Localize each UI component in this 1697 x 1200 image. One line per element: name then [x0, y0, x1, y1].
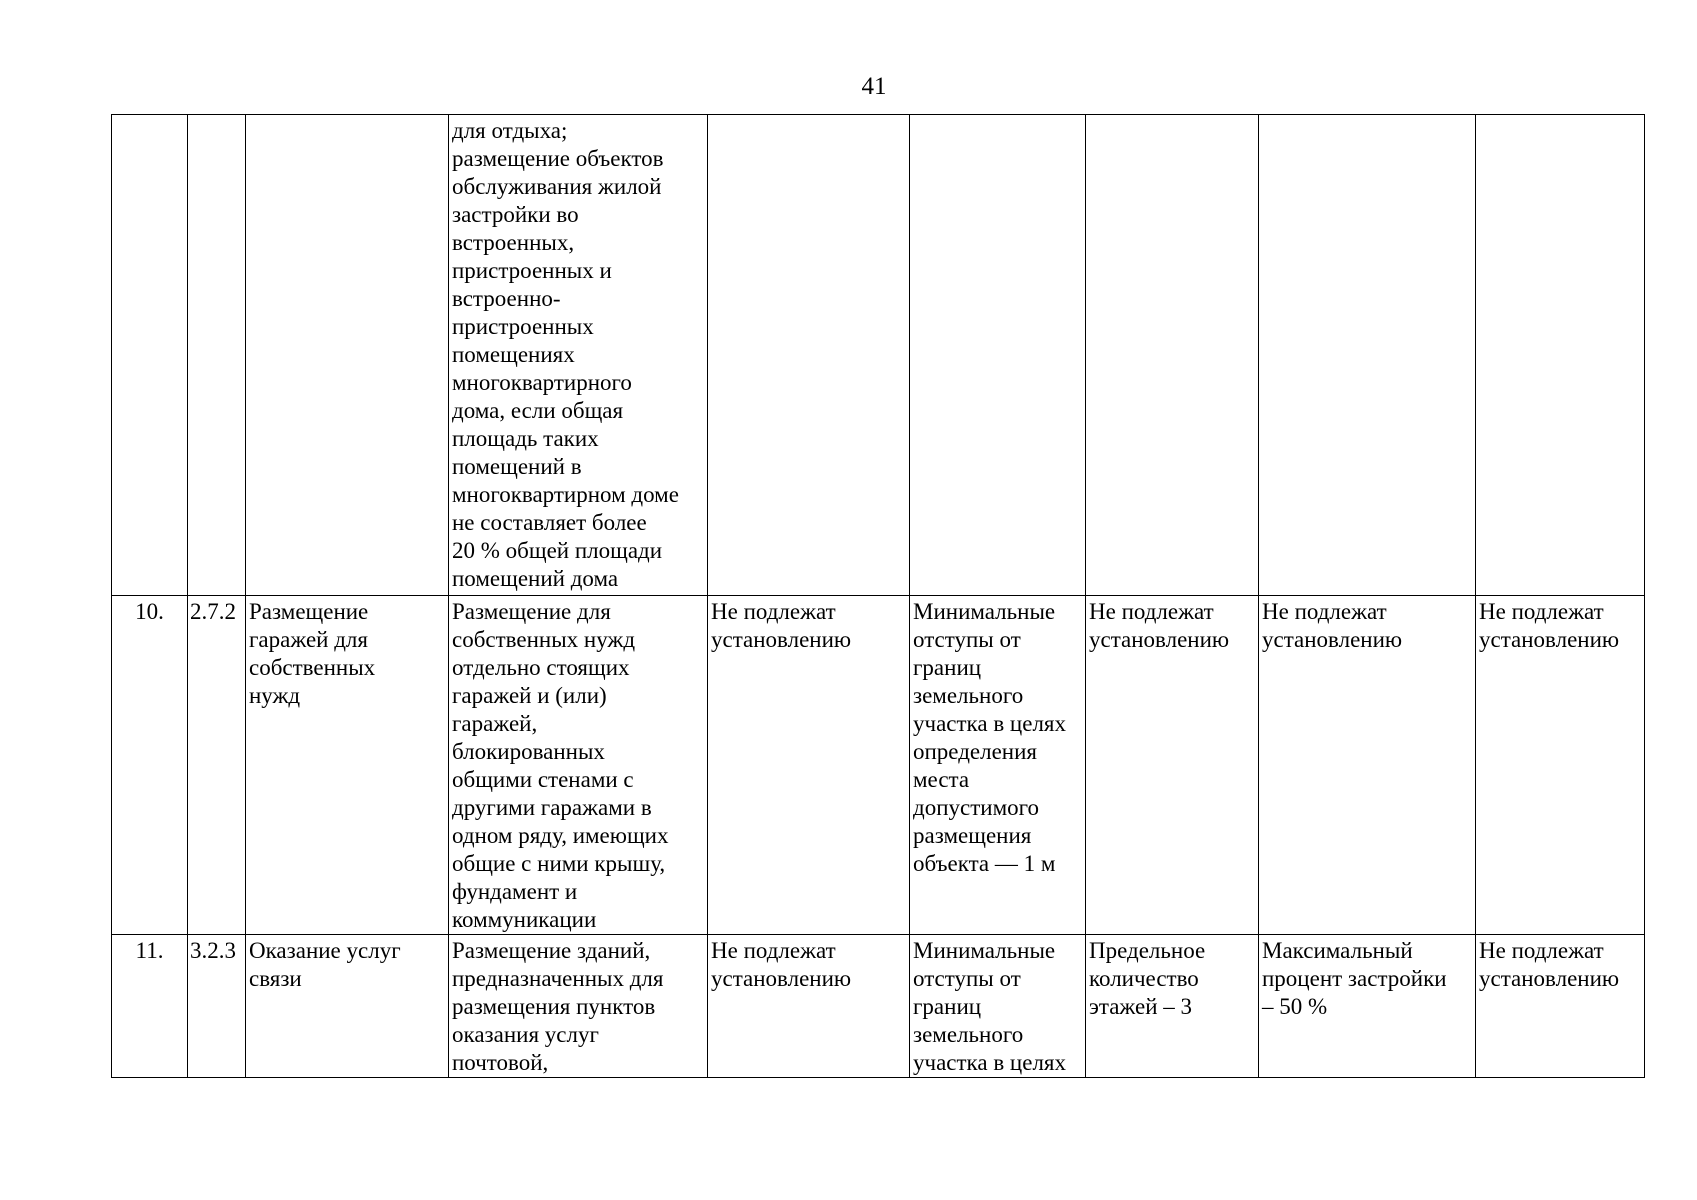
col7-cell [1086, 596, 1259, 935]
description-line: размещения пунктов [452, 994, 656, 1019]
col5-line: установлению [711, 966, 852, 991]
col6-line: участка в целях [913, 711, 1067, 736]
col6-cell [910, 935, 1086, 1078]
description-line: площадь таких [452, 426, 599, 451]
col8-cell [1259, 596, 1476, 935]
description-line: не составляет более [452, 510, 647, 535]
row-number-cell: 10. [112, 596, 188, 935]
col6-line: объекта — 1 м [913, 851, 1056, 876]
code-cell [188, 115, 246, 596]
col9-line: установлению [1479, 966, 1620, 991]
col5-line: Не подлежат [711, 938, 836, 963]
col6-line: отступы от [913, 966, 1021, 991]
name-line: Оказание услуг [249, 938, 401, 963]
col9-cell [1476, 935, 1645, 1078]
table-row-continuation [112, 115, 1645, 596]
col7-cell [1086, 115, 1259, 596]
description-line: помещений дома [452, 566, 619, 591]
description-line: общие с ними крышу, [452, 851, 666, 876]
land-use-regulations-table [111, 114, 1645, 1078]
description-line: встроенных, [452, 230, 575, 255]
col5-line: установлению [711, 627, 852, 652]
col9-line: Не подлежат [1479, 599, 1604, 624]
row-number-cell [112, 115, 188, 596]
col9-cell [1476, 596, 1645, 935]
col8-line: установлению [1262, 627, 1403, 652]
col6-line: определения [913, 739, 1038, 764]
description-line: многоквартирном доме [452, 482, 679, 507]
col7-line: Предельное [1089, 938, 1206, 963]
col6-cell [910, 115, 1086, 596]
description-line: Размещение для [452, 599, 611, 624]
col6-cell [910, 596, 1086, 935]
col6-line: Минимальные [913, 599, 1056, 624]
table-row-11 [112, 935, 1645, 1078]
code-cell: 2.7.2 [188, 596, 246, 935]
description-line: почтовой, [452, 1050, 549, 1075]
description-line: блокированных [452, 739, 605, 764]
description-line: гаражей и (или) [452, 683, 607, 708]
description-line: пристроенных и [452, 258, 612, 283]
col8-line: – 50 % [1262, 994, 1328, 1019]
col6-line: Минимальные [913, 938, 1056, 963]
description-line: Размещение зданий, [452, 938, 651, 963]
col5-cell [708, 935, 910, 1078]
col9-line: Не подлежат [1479, 938, 1604, 963]
description-line: собственных нужд [452, 627, 636, 652]
description-cell [449, 935, 708, 1078]
description-line: для отдыха; [452, 118, 568, 143]
col6-line: границ [913, 655, 982, 680]
description-line: другими гаражами в [452, 795, 652, 820]
description-line: размещение объектов [452, 146, 664, 171]
description-line: дома, если общая [452, 398, 624, 423]
description-cell [449, 115, 708, 596]
name-line: связи [249, 966, 302, 991]
description-line: одном ряду, имеющих [452, 823, 669, 848]
col6-line: допустимого [913, 795, 1039, 820]
description-line: коммуникации [452, 907, 597, 932]
description-line: обслуживания жилой [452, 174, 662, 199]
col5-cell [708, 115, 910, 596]
description-line: многоквартирного [452, 370, 632, 395]
name-line: собственных [249, 655, 376, 680]
col8-line: процент застройки [1262, 966, 1447, 991]
description-line: отдельно стоящих [452, 655, 630, 680]
col8-cell [1259, 115, 1476, 596]
name-line: гаражей для [249, 627, 368, 652]
col6-line: размещения [913, 823, 1032, 848]
col7-line: Не подлежат [1089, 599, 1214, 624]
col8-cell [1259, 935, 1476, 1078]
name-line: нужд [249, 683, 301, 708]
description-line: общими стенами с [452, 767, 634, 792]
description-line: помещениях [452, 342, 575, 367]
col7-line: этажей – 3 [1089, 994, 1193, 1019]
col6-line: отступы от [913, 627, 1021, 652]
col6-line: участка в целях [913, 1050, 1067, 1075]
description-line: 20 % общей площади [452, 538, 663, 563]
description-line: оказания услуг [452, 1022, 599, 1047]
col5-cell [708, 596, 910, 935]
row-number-cell: 11. [112, 935, 188, 1078]
description-line: гаражей, [452, 711, 538, 736]
col7-line: установлению [1089, 627, 1230, 652]
col6-line: места [913, 767, 970, 792]
col5-line: Не подлежат [711, 599, 836, 624]
col8-line: Максимальный [1262, 938, 1413, 963]
table-row-10 [112, 596, 1645, 935]
description-line: предназначенных для [452, 966, 664, 991]
page-number: 41 [861, 73, 887, 100]
col6-line: границ [913, 994, 982, 1019]
col7-line: количество [1089, 966, 1199, 991]
col9-cell [1476, 115, 1645, 596]
col7-cell [1086, 935, 1259, 1078]
name-cell [246, 935, 449, 1078]
col8-line: Не подлежат [1262, 599, 1387, 624]
description-line: помещений в [452, 454, 582, 479]
name-cell [246, 115, 449, 596]
col6-line: земельного [913, 683, 1024, 708]
description-line: пристроенных [452, 314, 594, 339]
code-cell: 3.2.3 [188, 935, 246, 1078]
description-line: встроенно- [452, 286, 561, 311]
name-line: Размещение [249, 599, 369, 624]
col9-line: установлению [1479, 627, 1620, 652]
description-line: фундамент и [452, 879, 578, 904]
description-line: застройки во [452, 202, 579, 227]
name-cell [246, 596, 449, 935]
description-cell [449, 596, 708, 935]
col6-line: земельного [913, 1022, 1024, 1047]
